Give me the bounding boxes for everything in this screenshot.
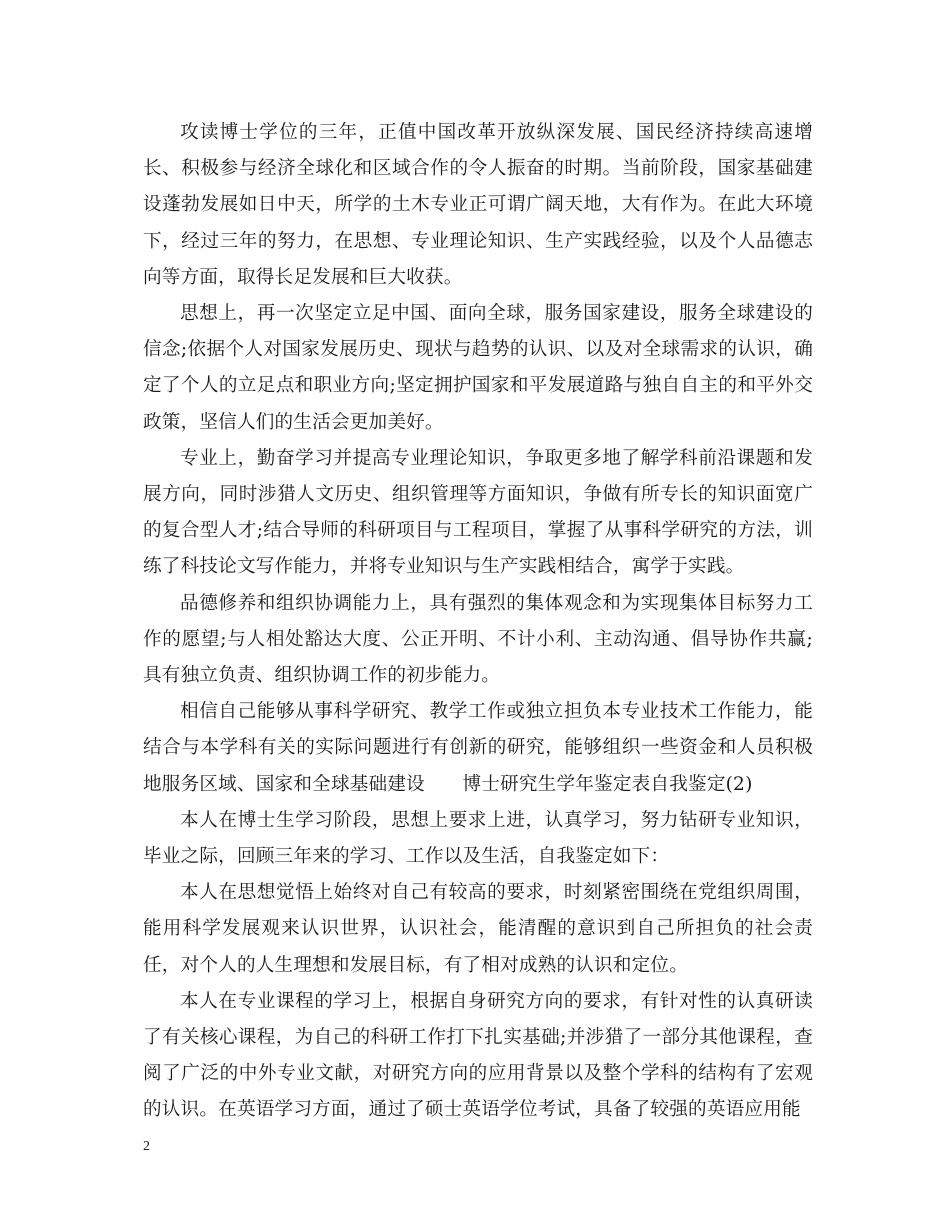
- paragraph-2: 思想上，再一次坚定立足中国、面向全球，服务国家建设，服务全球建设的信念;依据个人对国家发展历史、现状与趋势的认识、以及对全球需求的认识，确定了个人的立足点和职业方向;坚定拥护国家和平发展道路与独自自主的和平外交政策，坚信人们的生活会更加美好。: [143, 303, 813, 433]
- page-number: 2: [143, 1139, 150, 1154]
- paragraph-8: 本人在专业课程的学习上，根据自身研究方向的要求，有针对性的认真研读了有关核心课程，为自己的科研工作打下扎实基础;并涉猎了一部分其他课程，查阅了广泛的中外专业文献，对研究方向的应用背景以及整个学科的结构有了宏观的认识。在英语学习方面，通过了硕士英语学位考试，具备了较强的英语应用能: [143, 990, 813, 1121]
- paragraph-3: 专业上，勤奋学习并提高专业理论知识，争取更多地了解学科前沿课题和发展方向，同时涉猎人文历史、组织管理等方面知识，争做有所专长的知识面宽广的复合型人才;结合导师的科研项目与工程项目，掌握了从事科学研究的方法，训练了科技论文写作能力，并将专业知识与生产实践相结合，寓学于实践。: [143, 447, 813, 578]
- paragraph-4: 品德修养和组织协调能力上，具有强烈的集体观念和为实现集体目标努力工作的愿望;与人相处豁达大度、公正开明、不计小利、主动沟通、倡导协作共赢;具有独立负责、组织协调工作的初步能力。: [143, 592, 813, 687]
- paragraph-7: 本人在思想觉悟上始终对自己有较高的要求，时刻紧密围绕在党组织周围，能用科学发展观来认识世界，认识社会，能清醒的意识到自己所担负的社会责任，对个人的人生理想和发展目标，有了相对成熟的认识和定位。: [143, 882, 813, 976]
- paragraph-1: 攻读博士学位的三年，正值中国改革开放纵深发展、国民经济持续高速增长、积极参与经济全球化和区域合作的令人振奋的时期。当前阶段，国家基础建设蓬勃发展如日中天，所学的土木专业正可谓广阔天地，大有作为。在此大环境下，经过三年的努力，在思想、专业理论知识、生产实践经验，以及个人品德志向等方面，取得长足发展和巨大收获。: [143, 122, 813, 288]
- paragraph-5: 相信自己能够从事科学研究、教学工作或独立担负本专业技术工作能力，能结合与本学科有关的实际问题进行有创新的研究，能够组织一些资金和人员积极地服务区域、国家和全球基础建设 博士研究生学年鉴定表自我鉴定(2): [143, 701, 813, 795]
- document-body: [143, 115, 813, 1129]
- paragraph-6: 本人在博士生学习阶段，思想上要求上进，认真学习，努力钻研专业知识，毕业之际，回顾三年来的学习、工作以及生活，自我鉴定如下：: [143, 809, 813, 868]
